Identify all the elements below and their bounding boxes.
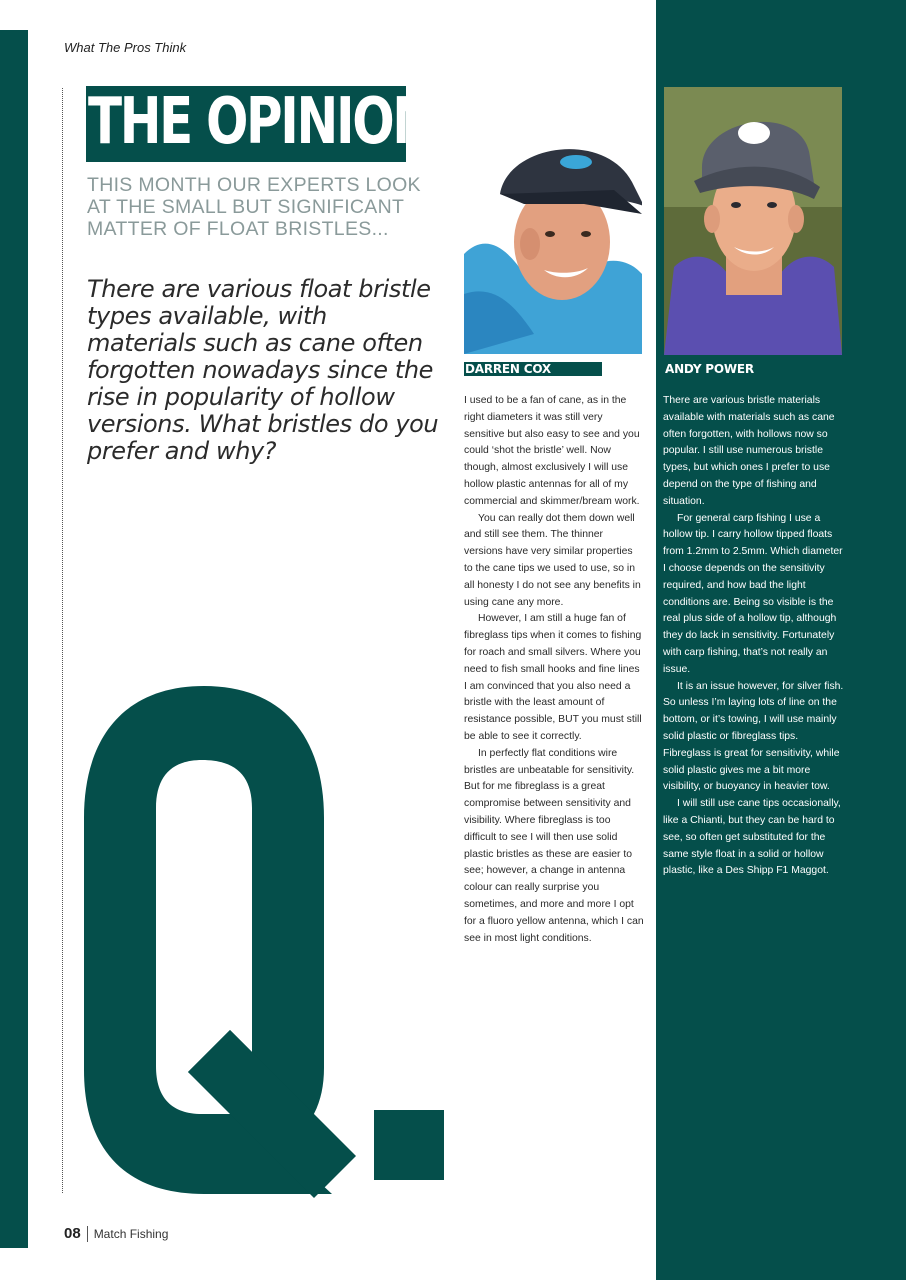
answer-andy-power bbox=[663, 393, 845, 880]
page-title: THE OPINION bbox=[88, 85, 432, 159]
name-tag-andy-power: ANDY POWER bbox=[665, 362, 754, 376]
answer-paragraph: It is an issue however, for silver fish. So unless I’m laying lots of line on the bottom, or it’s towing, I will use mainly solid plastic or fibreglass tips. Fibreglass is great for sensitivity, while solid plastic gives me a bit more visibility, or buoyancy in heavier tow. bbox=[663, 680, 844, 793]
q-letter-graphic bbox=[84, 668, 444, 1208]
footer-divider bbox=[87, 1226, 88, 1242]
answer-paragraph: For general carp fishing I use a hollow tip. I carry hollow tipped floats from 1.2mm to 2.5mm. Which diameter I choose depends on the sensitivity required, and how bad the light conditions are. Being so visible is the real plus side of a hollow tip, although they do lack in sensitivity. Fortunately with carp fishing, that’s not really an issue. bbox=[663, 512, 843, 675]
answer-paragraph: However, I am still a huge fan of fibreglass tips when it comes to fishing for roach and small silvers. Where you need to fish small hooks and fine lines I am convinced that you also need a bristle with the least amount of resistance possible, BUT you must still be able to see it correctly. bbox=[464, 613, 642, 742]
dotted-divider bbox=[62, 88, 63, 1193]
section-label: What The Pros Think bbox=[64, 40, 187, 55]
name-tag-darren-cox: DARREN COX bbox=[464, 362, 602, 376]
subtitle: THIS MONTH OUR EXPERTS LOOK AT THE SMALL BUT SIGNIFICANT MATTER OF FLOAT BRISTLES... bbox=[87, 174, 421, 240]
left-accent-bar bbox=[0, 30, 28, 1248]
answer-paragraph: I will still use cane tips occasionally, like a Chianti, but they can be hard to see, so often get substituted for the same style float in a solid or hollow plastic, like a Des Shipp F1 Maggot. bbox=[663, 798, 841, 877]
period-square bbox=[374, 1110, 444, 1180]
answer-paragraph: You can really dot them down well and still see them. The thinner versions have very similar properties to the cane tips we used to use, so in all honesty I do not see any benefits in using cane any more. bbox=[464, 512, 641, 608]
answer-paragraph: In perfectly flat conditions wire bristles are unbeatable for sensitivity. But for me fibreglass is a great compromise between sensitivity and visibility. Where fibreglass is too difficult to see I will then use solid plastic bristles as these are easier to see; however, a change in antenna colour can really surprise you sometimes, and more and more I opt for a fluoro yellow antenna, which I can see in most light conditions. bbox=[464, 747, 644, 944]
page-footer bbox=[64, 1225, 168, 1242]
answer-paragraph: There are various bristle materials available with materials such as cane often forgotten, with hollows now so popular. I still use numerous bristle types, but which ones I prefer to use depend on the type of fishing and situation. bbox=[663, 395, 835, 507]
answer-paragraph: I used to be a fan of cane, as in the right diameters it was still very sensitive but also easy to see and you could ‘shot the bristle’ well. Now though, almost exclusively I will use hollow plastic antennas for all of my commercial and skimmer/bream work. bbox=[464, 395, 640, 507]
photo-darren-cox bbox=[464, 134, 642, 354]
photo-andy-power bbox=[664, 87, 842, 355]
page-number: 08 bbox=[64, 1225, 81, 1242]
pi-logo-icon bbox=[738, 122, 770, 144]
magazine-name: Match Fishing bbox=[93, 1226, 169, 1241]
question-text: There are various float bristle types available, with materials such as cane often forgotten nowadays since the rise in popularity of hollow versions. What bristles do you prefer and why? bbox=[87, 275, 439, 465]
answer-darren-cox bbox=[464, 393, 644, 947]
